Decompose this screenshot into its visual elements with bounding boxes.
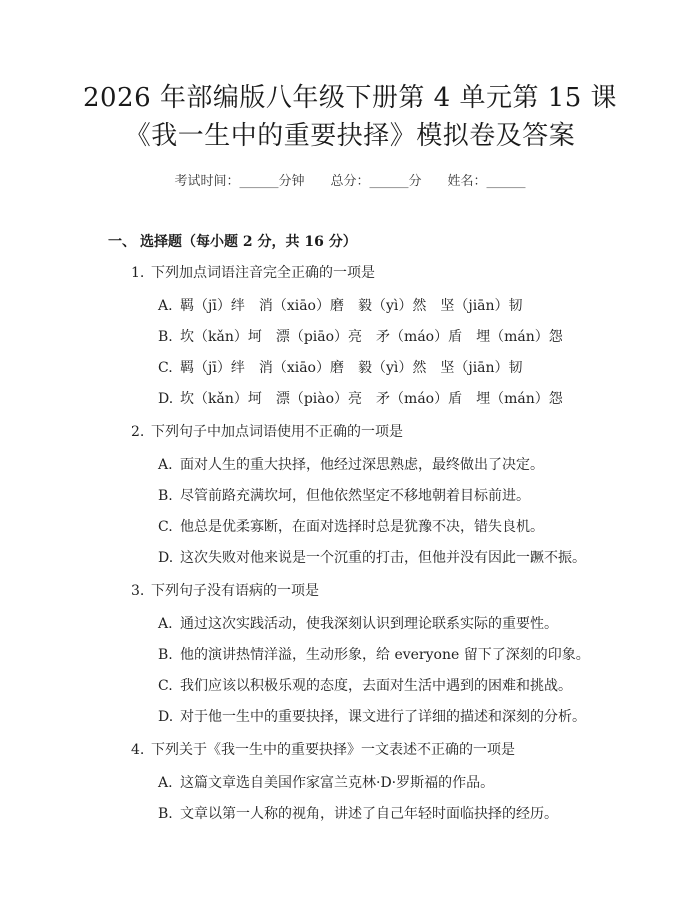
question-2-option-d	[158, 547, 586, 567]
question-3-option-b	[158, 644, 590, 664]
option-text: 这篇文章选自美国作家富兰克林·D·罗斯福的作品。	[180, 775, 495, 791]
section-label: 选择题（每小题 2 分，共 16 分）	[140, 234, 357, 250]
question-text: 下列关于《我一生中的重要抉择》一文表述不正确的一项是	[151, 742, 515, 758]
option-text: 他的演讲热情洋溢，生动形象，给 everyone 留下了深刻的印象。	[180, 647, 590, 663]
page-title-line-2: 《我一生中的重要抉择》模拟卷及答案	[124, 121, 576, 151]
option-letter: D.	[158, 391, 174, 407]
option-letter: A.	[158, 616, 173, 632]
option-letter: C.	[158, 678, 173, 694]
option-text: 羁（jī）绊 消（xiāo）磨 毅（yì）然 坚（jiān）韧	[180, 360, 523, 376]
option-letter: D.	[158, 550, 174, 566]
question-1-option-b	[158, 326, 563, 346]
exam-time-field: 考试时间：______分钟	[174, 174, 305, 189]
option-letter: A.	[158, 775, 173, 791]
question-number: 3.	[131, 583, 145, 599]
exam-meta	[0, 170, 700, 189]
option-letter: D.	[158, 709, 174, 725]
option-text: 尽管前路充满坎坷，但他依然坚定不移地朝着目标前进。	[180, 488, 530, 504]
option-text: 羁（jī）绊 消（xiāo）磨 毅（yì）然 坚（jiān）韧	[180, 298, 523, 314]
option-text: 他总是优柔寡断，在面对选择时总是犹豫不决，错失良机。	[180, 519, 544, 535]
question-number: 2.	[131, 424, 145, 440]
question-2-option-b	[158, 485, 530, 505]
option-text: 这次失败对他来说是一个沉重的打击，但他并没有因此一蹶不振。	[180, 550, 586, 566]
question-number: 4.	[131, 742, 145, 758]
section-number: 一、	[108, 234, 136, 250]
student-name-field: 姓名：______	[447, 174, 526, 189]
question-4-option-b	[158, 803, 558, 823]
question-1	[131, 262, 375, 282]
option-text: 通过这次实践活动，使我深刻认识到理论联系实际的重要性。	[180, 616, 558, 632]
option-text: 文章以第一人称的视角，讲述了自己年轻时面临抉择的经历。	[180, 806, 558, 822]
option-text: 面对人生的重大抉择，他经过深思熟虑，最终做出了决定。	[180, 457, 544, 473]
option-letter: A.	[158, 457, 173, 473]
option-text: 对于他一生中的重要抉择，课文进行了详细的描述和深刻的分析。	[180, 709, 586, 725]
question-text: 下列句子中加点词语使用不正确的一项是	[151, 424, 403, 440]
question-4-option-a	[158, 772, 494, 792]
option-letter: B.	[158, 329, 173, 345]
question-1-option-d	[158, 388, 563, 408]
question-number: 1.	[131, 265, 145, 281]
option-letter: C.	[158, 519, 173, 535]
question-1-option-a	[158, 295, 523, 315]
question-2	[131, 421, 403, 441]
option-text: 我们应该以积极乐观的态度，去面对生活中遇到的困难和挑战。	[180, 678, 572, 694]
option-letter: B.	[158, 806, 173, 822]
question-3-option-c	[158, 675, 572, 695]
question-4	[131, 739, 515, 759]
option-text: 坎（kǎn）坷 漂（piào）亮 矛（máo）盾 埋（mán）怨	[180, 391, 563, 407]
question-2-option-c	[158, 516, 544, 536]
option-text: 坎（kǎn）坷 漂（piāo）亮 矛（máo）盾 埋（mán）怨	[180, 329, 563, 345]
question-1-option-c	[158, 357, 523, 377]
question-text: 下列句子没有语病的一项是	[151, 583, 319, 599]
option-letter: A.	[158, 298, 173, 314]
option-letter: B.	[158, 647, 173, 663]
option-letter: B.	[158, 488, 173, 504]
question-text: 下列加点词语注音完全正确的一项是	[151, 265, 375, 281]
question-2-option-a	[158, 454, 544, 474]
question-3-option-a	[158, 613, 558, 633]
question-3	[131, 580, 319, 600]
page-title-line-1: 2026 年部编版八年级下册第 4 单元第 15 课	[82, 83, 618, 113]
question-3-option-d	[158, 706, 586, 726]
section-heading	[108, 231, 357, 251]
option-letter: C.	[158, 360, 173, 376]
total-score-field: 总分：______分	[330, 174, 422, 189]
